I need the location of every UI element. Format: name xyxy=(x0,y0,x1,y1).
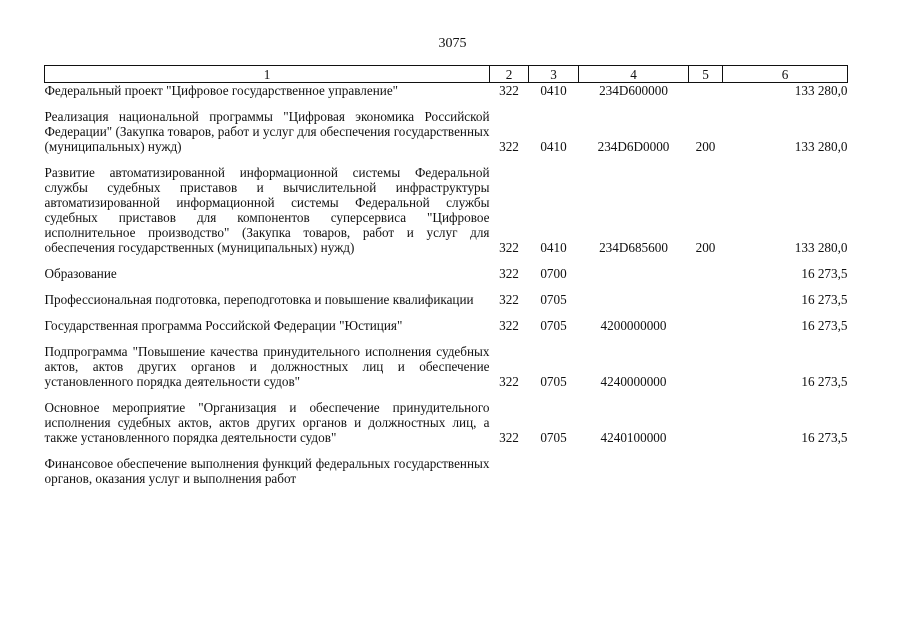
row-name: Развитие автоматизированной информационной системы Федеральной службы судебных приставов и вычислительной инфраструктуры автоматизированной информационной системы Федеральной службы судебных приставов для компонентов суперсервиса "Цифровое исполнительное производство" (Закупка товаров, работ и услуг для обеспечения государственных (муниципальных) нужд) xyxy=(44,165,490,255)
row-vr xyxy=(689,318,723,333)
column-header-3: 3 xyxy=(529,66,579,83)
row-csr: 4240100000 xyxy=(600,430,667,445)
row-sum xyxy=(723,456,848,486)
row-rz: 0705 xyxy=(540,374,567,389)
row-csr xyxy=(579,266,689,281)
row-rz: 0410 xyxy=(540,139,567,154)
table-header-row xyxy=(45,66,848,83)
table-row xyxy=(45,165,848,255)
row-vr xyxy=(689,344,723,389)
column-header-1: 1 xyxy=(45,66,490,83)
table-row xyxy=(45,109,848,154)
row-csr xyxy=(579,292,689,307)
row-rz: 0410 xyxy=(540,83,567,98)
row-name: Финансовое обеспечение выполнения функций федеральных государственных органов, оказания услуг и выполнения работ xyxy=(44,456,490,486)
table-row xyxy=(45,83,848,99)
row-rz: 0705 xyxy=(540,430,567,445)
column-header-2: 2 xyxy=(490,66,529,83)
row-gr xyxy=(490,456,529,486)
row-vr xyxy=(689,400,723,445)
row-gr: 322 xyxy=(499,83,519,98)
row-gr: 322 xyxy=(499,139,519,154)
row-csr: 4200000000 xyxy=(600,318,667,333)
row-spacer xyxy=(45,333,848,344)
table-row xyxy=(45,266,848,281)
row-vr: 200 xyxy=(695,139,716,154)
row-name: Подпрограмма "Повышение качества принудительного исполнения судебных актов, актов других органов и должностных лиц и обеспечение установленного порядка деятельности судов" xyxy=(44,344,490,389)
row-name: Государственная программа Российской Федерации "Юстиция" xyxy=(44,318,403,333)
row-name: Федеральный проект "Цифровое государственное управление" xyxy=(44,83,399,98)
row-gr: 322 xyxy=(499,430,519,445)
column-header-4: 4 xyxy=(579,66,689,83)
row-vr xyxy=(689,456,723,486)
row-spacer xyxy=(45,281,848,292)
row-rz: 0700 xyxy=(540,266,567,281)
table-row xyxy=(45,344,848,389)
table-row xyxy=(45,400,848,445)
row-gr: 322 xyxy=(499,240,519,255)
row-spacer xyxy=(45,389,848,400)
row-gr: 322 xyxy=(499,374,519,389)
row-name: Реализация национальной программы "Цифровая экономика Российской Федерации" (Закупка товаров, работ и услуг для обеспечения государственных (муниципальных) нужд) xyxy=(44,109,490,154)
row-sum: 16 273,5 xyxy=(801,266,848,281)
row-csr: 234D6D0000 xyxy=(597,139,670,154)
page-number: 3075 xyxy=(438,36,467,51)
row-rz xyxy=(529,456,579,486)
row-csr: 4240000000 xyxy=(600,374,667,389)
table-row xyxy=(45,318,848,333)
row-gr: 322 xyxy=(499,318,519,333)
row-sum: 16 273,5 xyxy=(801,292,848,307)
row-spacer xyxy=(45,98,848,109)
budget-table xyxy=(44,65,848,486)
row-name: Основное мероприятие "Организация и обеспечение принудительного исполнения судебных актов, актов других органов и должностных лиц, а также установленного порядка деятельности судов" xyxy=(44,400,490,445)
row-vr xyxy=(689,292,723,307)
row-csr: 234D685600 xyxy=(599,240,668,255)
row-sum: 16 273,5 xyxy=(801,430,848,445)
row-gr: 322 xyxy=(499,266,519,281)
table-row xyxy=(45,292,848,307)
row-sum: 16 273,5 xyxy=(801,374,848,389)
row-csr: 234D600000 xyxy=(599,83,668,98)
row-sum: 133 280,0 xyxy=(794,83,848,98)
row-vr: 200 xyxy=(695,240,716,255)
table-row xyxy=(45,456,848,486)
row-gr: 322 xyxy=(499,292,519,307)
row-spacer xyxy=(45,154,848,165)
row-rz: 0705 xyxy=(540,318,567,333)
column-header-5: 5 xyxy=(689,66,723,83)
row-name: Образование xyxy=(44,266,117,281)
row-sum: 133 280,0 xyxy=(794,240,848,255)
row-rz: 0410 xyxy=(540,240,567,255)
row-spacer xyxy=(45,307,848,318)
row-csr xyxy=(579,456,689,486)
row-sum: 16 273,5 xyxy=(801,318,848,333)
row-name: Профессиональная подготовка, переподготовка и повышение квалификации xyxy=(44,292,474,307)
row-spacer xyxy=(45,255,848,266)
row-vr xyxy=(689,83,723,99)
row-rz: 0705 xyxy=(540,292,567,307)
row-spacer xyxy=(45,445,848,456)
row-vr xyxy=(689,266,723,281)
column-header-6: 6 xyxy=(723,66,848,83)
row-sum: 133 280,0 xyxy=(794,139,848,154)
